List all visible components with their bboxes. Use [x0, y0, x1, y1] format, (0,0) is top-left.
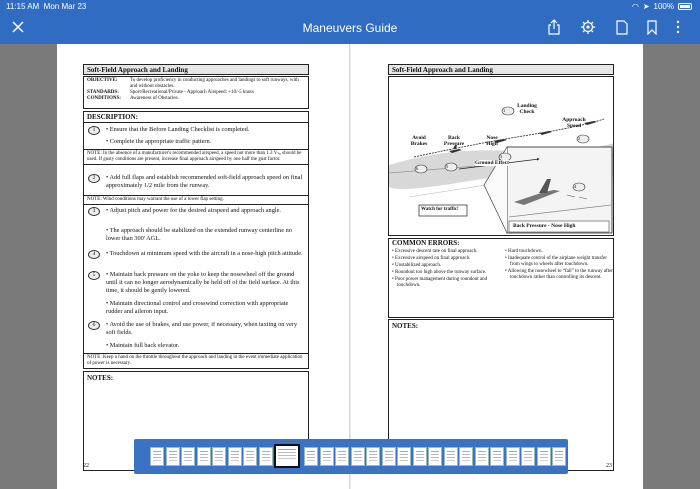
top-bar [0, 0, 700, 44]
page-thumbnail[interactable] [197, 447, 211, 466]
note-throttle: NOTE: Keep a hand on the throttle throughout the approach and landing in the event immediate application of power is necessary. [84, 353, 308, 368]
status-bar [0, 0, 700, 14]
step-bullet: • Add full flaps and establish recommended soft-field approach speed on final approximately 1/2 mile from the runway. [106, 174, 303, 189]
step-bullet: • Ensure that the Before Landing Checklist is completed. [106, 126, 250, 133]
page-thumbnail[interactable] [366, 447, 380, 466]
step-bullet: • The approach should be stabilized on the extended runway centerline no lower than 300' AGL. [106, 227, 292, 242]
common-errors-title: COMMON ERRORS: [392, 239, 460, 247]
step-bullet: • Adjust pitch and power for the desired airspeed and approach angle. [106, 207, 281, 214]
outline-button[interactable] [612, 16, 632, 38]
status-time-date [6, 2, 86, 11]
book-spread[interactable] [57, 44, 643, 489]
step-bullet: • Maintain back pressure on the yoke to keep the nosewheel off the ground until it can no longer aerodynamically be held off of the field surface. At this time, it should be gently lowered. [106, 271, 300, 294]
page-thumbnail[interactable] [228, 447, 242, 466]
page-thumbnail[interactable] [397, 447, 411, 466]
document-icon [616, 20, 628, 35]
errors-right-column [505, 249, 613, 282]
step-bullet: • Complete the appropriate traffic pattern. [106, 138, 212, 145]
nav-title: Maneuvers Guide [302, 21, 398, 35]
page-thumbnail[interactable] [413, 447, 427, 466]
right-page-title: Soft-Field Approach and Landing [388, 64, 614, 75]
objective-box [83, 76, 309, 109]
page-thumbnail[interactable] [335, 447, 349, 466]
diagram-num-4: 4 [574, 184, 577, 189]
label-ground-effect: Ground Effect [475, 160, 509, 166]
right-notes-title: NOTES: [392, 322, 419, 330]
description-title: DESCRIPTION: [84, 112, 308, 123]
share-button[interactable] [544, 16, 564, 38]
objective-label: OBJECTIVE: [87, 78, 118, 83]
step-bullet: • Maintain directional control and crosswind correction with appropriate rudder and aileron input. [106, 300, 289, 315]
standards-label: STANDARDS: [87, 90, 119, 95]
step-number: 4 [88, 250, 100, 259]
page-thumbnail[interactable] [243, 447, 257, 466]
conditions-row [87, 96, 305, 102]
step-number: 5 [88, 271, 100, 280]
conditions-text: Awareness of Obstacles. [130, 96, 179, 101]
page-thumbnail[interactable] [521, 447, 535, 466]
status-right [632, 2, 692, 11]
page-thumbnail[interactable] [444, 447, 458, 466]
bookmark-button[interactable] [642, 16, 662, 38]
left-page-number: 22 [83, 463, 89, 469]
conditions-label: CONDITIONS: [87, 96, 121, 101]
battery-icon [678, 3, 692, 10]
page-thumbnail[interactable] [259, 447, 273, 466]
page-thumbnail[interactable] [552, 447, 566, 466]
gear-icon [581, 20, 595, 34]
share-icon [547, 19, 561, 35]
standards-text: Sport/Recreational/Private - Approach Airspeed: +10/-5 knots [130, 90, 254, 95]
book-spine [349, 44, 351, 489]
error-item: • Roundout too high above the runway surface. [392, 270, 487, 275]
step-bullet: • Avoid the use of brakes, and use power, if necessary, when taxiing on very soft fields. [106, 321, 298, 336]
status-date: Mon Mar 23 [43, 2, 87, 11]
more-button[interactable] [668, 16, 688, 38]
step-bullet: • Maintain full back elevator. [106, 342, 180, 349]
page-thumbnail[interactable] [428, 447, 442, 466]
page-thumbnail[interactable] [459, 447, 473, 466]
label-back-pressure: Back Pressure [443, 135, 465, 147]
page-thumbnail[interactable] [351, 447, 365, 466]
page-thumbnail[interactable] [382, 447, 396, 466]
label-back-pressure-nose-high: Back Pressure - Nose High [513, 223, 576, 229]
page-thumbnail-strip[interactable] [134, 439, 568, 474]
more-vertical-icon [675, 20, 681, 34]
page-thumbnail[interactable] [475, 447, 489, 466]
diagram-num-1: 1 [503, 108, 506, 113]
page-thumbnail[interactable] [150, 447, 164, 466]
maneuver-diagram [388, 76, 614, 236]
bookmark-icon [647, 20, 657, 35]
error-item: • Unstabilized approach. [392, 263, 442, 268]
battery-percent: 100% [653, 2, 674, 11]
step-bullet: • Touchdown at minimum speed with the aircraft in a nose-high pitch attitude. [106, 250, 303, 257]
status-time: 11:15 AM [6, 2, 40, 11]
page-thumbnail[interactable] [506, 447, 520, 466]
objective-row [87, 78, 305, 90]
note-wind: NOTE: Wind conditions may warrant the use of a lower flap setting. [84, 195, 308, 205]
wifi-icon: ◠ [631, 2, 639, 11]
diagram-num-6: 6 [416, 166, 419, 171]
step-number: 3 [88, 207, 100, 216]
step-number: 1 [88, 126, 100, 135]
label-watch-traffic: Watch for traffic! [421, 207, 459, 212]
description-box [83, 111, 309, 369]
step-number: 6 [88, 321, 100, 330]
location-icon: ➤ [642, 2, 650, 11]
page-thumbnail[interactable] [537, 447, 551, 466]
label-landing-check: Landing Check [517, 103, 537, 115]
label-avoid-brakes: Avoid Brakes [410, 135, 428, 147]
left-page-title: Soft-Field Approach and Landing [83, 64, 309, 75]
objective-text: To develop proficiency in conducting approaches and landings to soft runways, with and without obstacles. [130, 78, 299, 89]
label-approach-speed: Approach Speed [562, 117, 586, 129]
errors-left-column [392, 249, 500, 290]
page-thumbnail[interactable] [320, 447, 334, 466]
common-errors-box [388, 238, 614, 318]
label-nose-high: Nose High [486, 135, 498, 147]
error-item: • Inadequate control of the airplane weight transfer from wings to wheels after touchdown. [505, 256, 607, 267]
error-item: • Poor power management during roundout and touchdown. [392, 277, 488, 288]
error-item: • Allowing the nosewheel to “fall” to the runway after touchdown rather than controlling its descent. [505, 269, 613, 280]
diagram-num-2: 2 [578, 136, 581, 141]
page-thumbnail[interactable] [166, 447, 180, 466]
page-thumbnail[interactable] [181, 447, 195, 466]
page-thumbnail[interactable] [490, 447, 504, 466]
error-item: • Excessive descent rate on final approach. [392, 249, 478, 254]
page-thumbnail[interactable] [212, 447, 226, 466]
diagram-num-5: 5 [446, 164, 449, 169]
diagram-num-3: 3 [500, 154, 503, 159]
step-number: 2 [88, 174, 100, 183]
error-item: • Hard touchdown. [505, 249, 543, 254]
error-item: • Excessive airspeed on final approach. [392, 256, 471, 261]
page-thumbnail-selected[interactable] [274, 444, 300, 468]
note-airspeed: NOTE: In the absence of a manufacturer's recommended airspeed, a speed not more than 1.3 Vₛ₀ should be used. If gusty conditions are present, increase final approach airspeed by one half the gust factor. [84, 149, 308, 165]
right-page-number: 23 [606, 463, 612, 469]
left-notes-title: NOTES: [87, 374, 114, 382]
settings-button[interactable] [578, 16, 598, 38]
page-thumbnail[interactable] [304, 447, 318, 466]
